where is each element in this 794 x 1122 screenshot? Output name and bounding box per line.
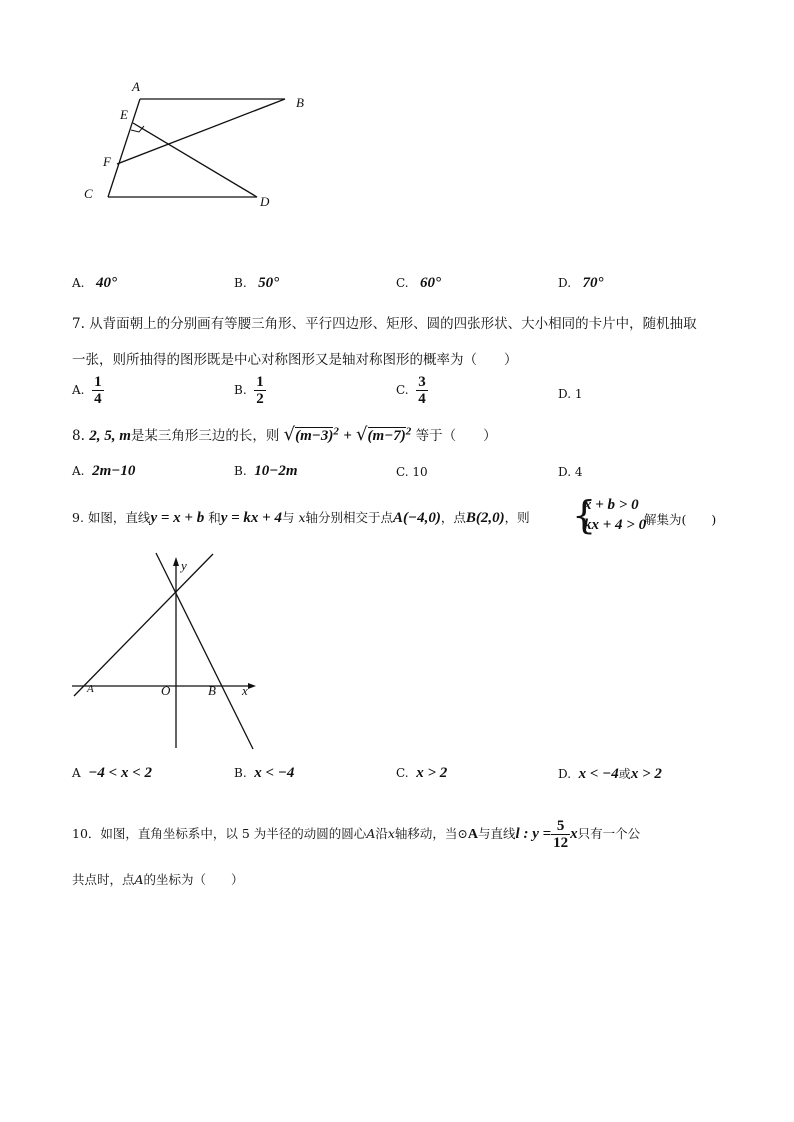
q9-stem-end: 解集为( ) <box>644 512 717 527</box>
q9-graph <box>70 550 270 755</box>
q6-figure <box>70 70 330 220</box>
q7-option-b[interactable]: B. $\frac{1}{2}$ <box>234 374 264 407</box>
q8-stem: 8. 2, 5, m是某三角形三边的长，则 $√(m-3)^2 + √(m-7)^2$ 等于（ ） <box>72 424 497 445</box>
q9-option-d[interactable]: D. x < −4或x > 2 <box>558 766 662 782</box>
q9-option-a[interactable]: A −4 < x < 2 <box>72 765 152 781</box>
graph-label-a: A <box>87 683 94 695</box>
q7-option-d[interactable]: D. 1 <box>558 387 583 401</box>
label-C: C <box>84 186 93 201</box>
q6-option-d[interactable]: D. 70° <box>558 275 604 291</box>
q7-option-c[interactable]: C. $\frac{3}{4}$ <box>396 374 426 407</box>
label-E: E <box>120 107 128 122</box>
q9-stem: 9. 如图，直线y = x + b 和y = kx + 4与 x轴分别相交于点A(−4,0)，点B(2,0)，则 <box>72 510 530 526</box>
parallelogram-diagram <box>70 70 330 220</box>
q7-line2: 一张，则所抽得的图形既是中心对称图形又是轴对称图形的概率为（ ） <box>72 352 518 368</box>
q7-line1: 7. 从背面朝上的分别画有等腰三角形、平行四边形、矩形、圆的四张形状、大小相同的卡片中，随机抽取 <box>72 316 697 332</box>
label-A: A <box>132 79 140 94</box>
fraction: $\frac{1}{2}$ <box>256 374 264 407</box>
label-D: D <box>260 194 270 209</box>
q8-option-c[interactable]: C. 10 <box>396 465 428 479</box>
graph-label-x: x <box>242 683 248 698</box>
graph-label-y: y <box>181 558 187 573</box>
q8-option-a[interactable]: A. 2m−10 <box>72 463 136 479</box>
q10-line1: 10．如图，直角坐标系中，以 5 为半径的动圆的圆心A沿x轴移动，当⊙A与直线l : y = $\frac{5}{12}$ x只有一个公 <box>72 818 641 851</box>
fraction: $\frac{3}{4}$ <box>418 374 426 407</box>
graph-label-b: B <box>208 683 216 698</box>
q10-line2: 共点时，点A的坐标为（ ） <box>72 872 244 887</box>
q8-option-b[interactable]: B. 10−2m <box>234 463 298 479</box>
q9-option-b[interactable]: B. x < −4 <box>234 765 295 781</box>
graph-label-o: O <box>161 683 171 698</box>
sqrt-2: √ <box>356 424 368 445</box>
q8-option-d[interactable]: D. 4 <box>558 465 583 479</box>
sqrt-1: √ <box>283 424 296 445</box>
q6-option-b[interactable]: B. 50° <box>234 275 280 291</box>
q6-option-c[interactable]: C. 60° <box>396 275 442 291</box>
q9-option-c[interactable]: C. x > 2 <box>396 765 448 781</box>
fraction: $\frac{5}{12}$ <box>553 818 569 851</box>
coordinate-graph <box>70 550 270 755</box>
q6-option-a[interactable]: A. 40° <box>72 275 117 291</box>
label-F: F <box>103 154 111 169</box>
label-B: B <box>296 95 304 110</box>
brace: { <box>572 493 597 537</box>
fraction: $\frac{1}{4}$ <box>94 374 102 407</box>
q7-option-a[interactable]: A. $\frac{1}{4}$ <box>72 374 102 407</box>
